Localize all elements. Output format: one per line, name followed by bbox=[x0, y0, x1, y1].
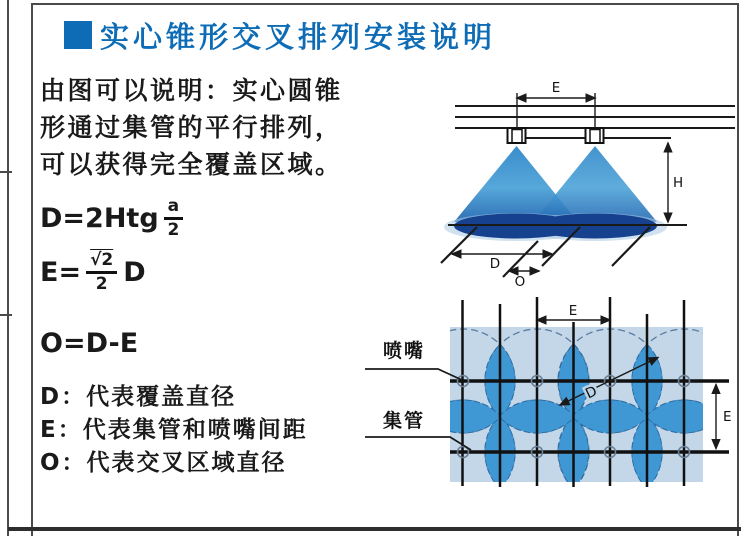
fraction bbox=[164, 198, 183, 240]
intro-line: 形通过集管的平行排列， bbox=[40, 113, 343, 142]
dim-label-d-top: D bbox=[583, 383, 600, 403]
callout-header-label: 集管 bbox=[383, 410, 426, 432]
dim-label-e-right: E bbox=[723, 409, 732, 425]
legend-line-o: O：代表交叉区域直径 bbox=[40, 450, 287, 476]
left-edge-tick bbox=[0, 314, 12, 316]
formula-overlap-diameter: O=D-E bbox=[40, 328, 139, 359]
top-view-coverage-diagram bbox=[360, 288, 750, 500]
page-title: 实心锥形交叉排列安装说明 bbox=[100, 20, 497, 54]
dim-label-e-top: E bbox=[568, 303, 578, 319]
bottom-rule bbox=[8, 527, 741, 531]
fraction-denominator: 2 bbox=[95, 273, 108, 294]
formula-header-spacing bbox=[40, 252, 146, 294]
page-left-edge-line bbox=[7, 0, 9, 536]
title-bullet-square bbox=[64, 21, 92, 49]
intro-line: 可以获得完全覆盖区域。 bbox=[40, 150, 343, 179]
intro-paragraph bbox=[40, 72, 343, 183]
formula-coverage-diameter bbox=[40, 198, 183, 240]
intro-line: 由图可以说明：实心圆锥 bbox=[40, 76, 343, 105]
dimension-h bbox=[668, 143, 683, 222]
nozzle-squares bbox=[508, 128, 604, 143]
legend-line-e: E：代表集管和喷嘴间距 bbox=[40, 417, 308, 443]
dim-label-e: E bbox=[551, 80, 561, 96]
fraction bbox=[86, 252, 117, 294]
dimension-d-side bbox=[452, 254, 552, 272]
formula-lhs: E= bbox=[40, 257, 82, 289]
side-view-cone-diagram bbox=[430, 80, 750, 302]
callout-nozzle-leader bbox=[365, 369, 462, 380]
dimension-e-side bbox=[517, 80, 595, 128]
formula-rhs: D bbox=[123, 257, 146, 289]
callout-nozzle bbox=[365, 339, 462, 380]
fraction-numerator-radical: √2 bbox=[86, 252, 117, 274]
dimension-e-top bbox=[537, 303, 610, 320]
legend bbox=[40, 381, 308, 480]
dimension-e-right bbox=[716, 385, 732, 449]
dim-label-d: D bbox=[489, 256, 501, 272]
left-edge-tick bbox=[0, 171, 12, 173]
spray-cones bbox=[444, 146, 667, 241]
callout-nozzle-label: 喷嘴 bbox=[383, 340, 426, 362]
legend-line-d: D：代表覆盖直径 bbox=[40, 384, 237, 410]
dim-label-o: O bbox=[514, 274, 526, 290]
dim-label-h: H bbox=[673, 175, 684, 191]
fraction-numerator: a bbox=[164, 198, 183, 220]
fraction-denominator: 2 bbox=[167, 219, 180, 240]
formula-lhs: D=2Htg bbox=[40, 203, 159, 235]
